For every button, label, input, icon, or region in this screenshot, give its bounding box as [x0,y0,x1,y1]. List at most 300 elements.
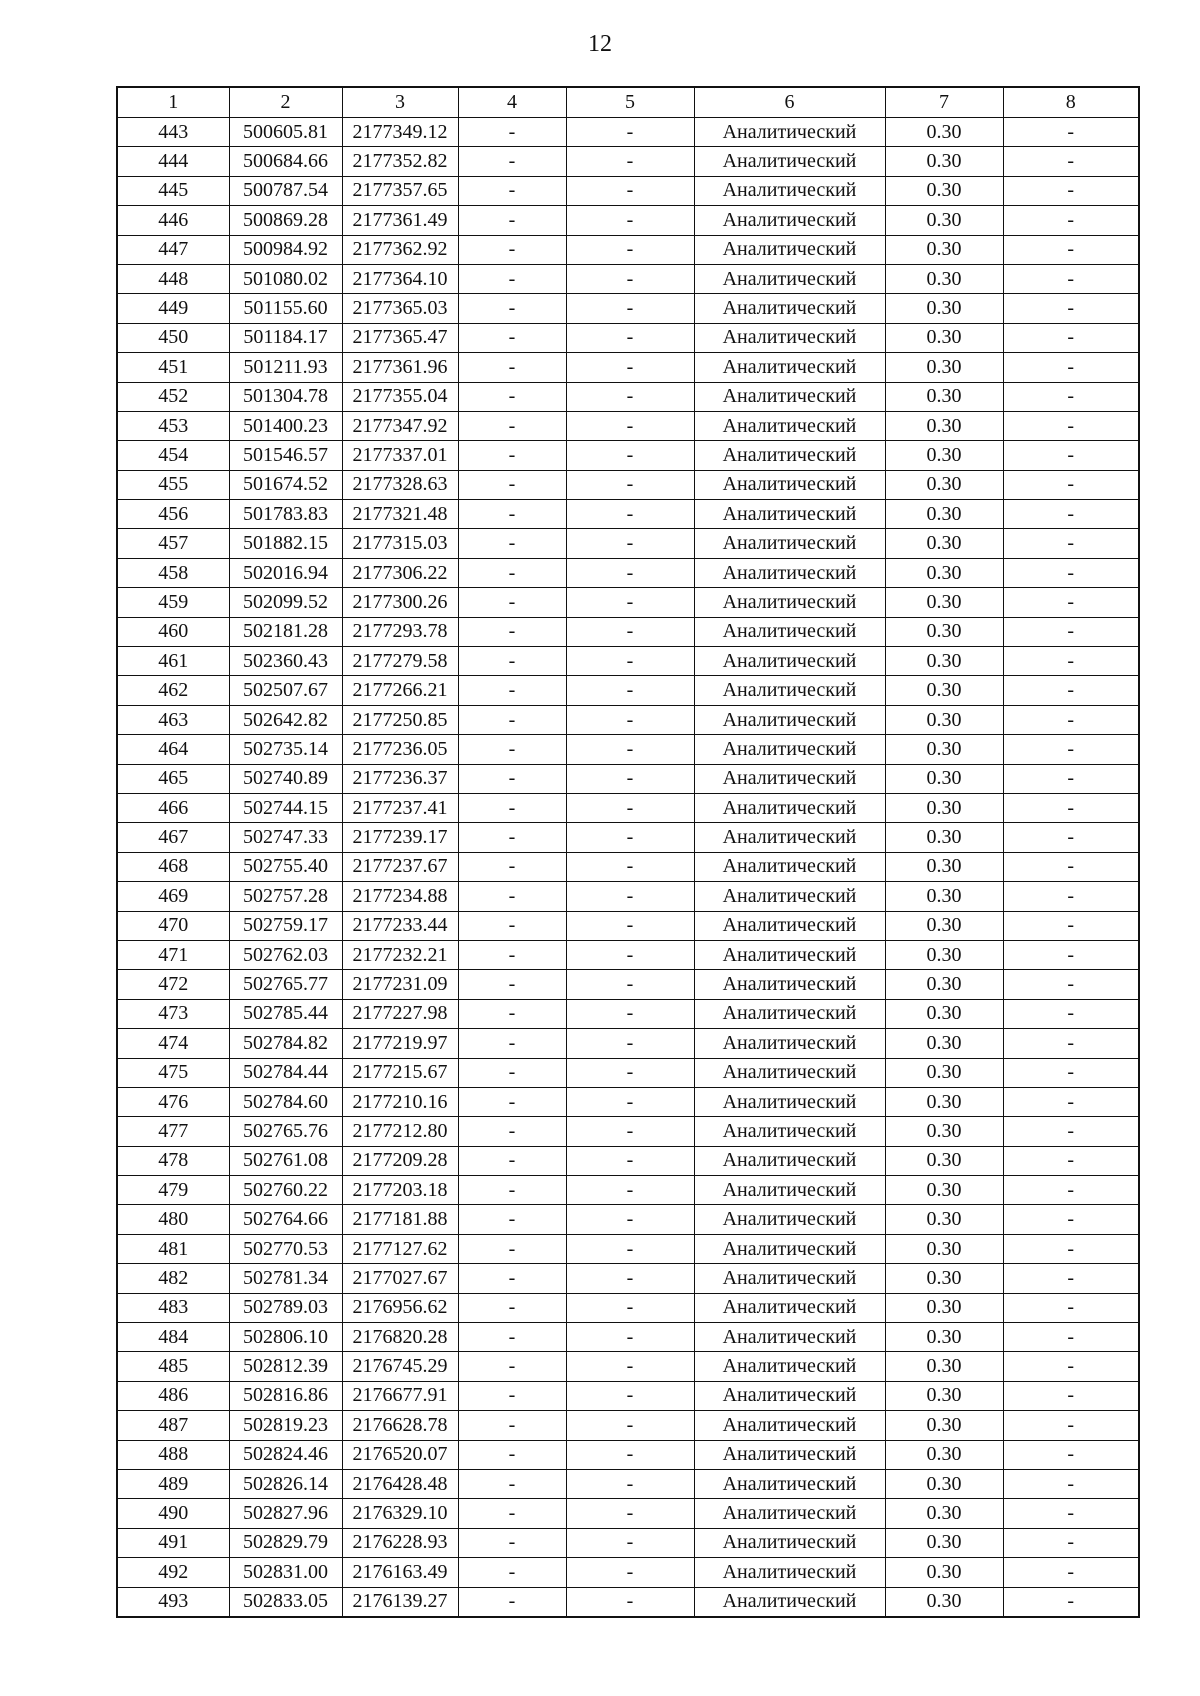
method-cell: Аналитический [694,1205,885,1234]
method-cell: Аналитический [694,1264,885,1293]
column-4-cell: - [458,1381,566,1410]
point-number-cell: 482 [117,1264,229,1293]
column-5-cell: - [566,500,694,529]
column-8-cell: - [1003,1029,1139,1058]
column-4-cell: - [458,1352,566,1381]
column-8-cell: - [1003,970,1139,999]
point-number-cell: 483 [117,1293,229,1322]
column-5-cell: - [566,1029,694,1058]
point-number-cell: 476 [117,1087,229,1116]
table-row [117,705,1139,734]
y-coordinate-cell: 2177306.22 [342,558,458,587]
column-5-cell: - [566,176,694,205]
point-number-cell: 447 [117,235,229,264]
x-coordinate-cell: 501184.17 [229,323,342,352]
column-5-cell: - [566,1087,694,1116]
column-header: 3 [342,87,458,118]
error-cell: 0.30 [885,1117,1003,1146]
table-row [117,764,1139,793]
error-cell: 0.30 [885,1469,1003,1498]
table-row [117,1469,1139,1498]
method-cell: Аналитический [694,529,885,558]
point-number-cell: 451 [117,353,229,382]
error-cell: 0.30 [885,1440,1003,1469]
column-4-cell: - [458,1205,566,1234]
y-coordinate-cell: 2177212.80 [342,1117,458,1146]
method-cell: Аналитический [694,264,885,293]
y-coordinate-cell: 2177347.92 [342,411,458,440]
column-5-cell: - [566,617,694,646]
point-number-cell: 492 [117,1558,229,1587]
table-row [117,1440,1139,1469]
error-cell: 0.30 [885,1587,1003,1617]
x-coordinate-cell: 502829.79 [229,1528,342,1557]
table-row [117,1205,1139,1234]
column-4-cell: - [458,1176,566,1205]
column-5-cell: - [566,1381,694,1410]
method-cell: Аналитический [694,1411,885,1440]
column-8-cell: - [1003,235,1139,264]
table-row [117,882,1139,911]
y-coordinate-cell: 2177315.03 [342,529,458,558]
column-4-cell: - [458,1058,566,1087]
error-cell: 0.30 [885,235,1003,264]
y-coordinate-cell: 2177300.26 [342,588,458,617]
x-coordinate-cell: 502507.67 [229,676,342,705]
point-number-cell: 443 [117,118,229,147]
x-coordinate-cell: 501211.93 [229,353,342,382]
column-5-cell: - [566,1440,694,1469]
column-8-cell: - [1003,353,1139,382]
point-number-cell: 469 [117,882,229,911]
y-coordinate-cell: 2176139.27 [342,1587,458,1617]
column-8-cell: - [1003,1323,1139,1352]
table-row [117,500,1139,529]
column-5-cell: - [566,323,694,352]
method-cell: Аналитический [694,1528,885,1557]
method-cell: Аналитический [694,1558,885,1587]
table-row [117,823,1139,852]
column-4-cell: - [458,1440,566,1469]
column-8-cell: - [1003,1058,1139,1087]
column-5-cell: - [566,235,694,264]
point-number-cell: 481 [117,1234,229,1263]
column-5-cell: - [566,470,694,499]
point-number-cell: 487 [117,1411,229,1440]
table-row [117,970,1139,999]
column-5-cell: - [566,1264,694,1293]
column-5-cell: - [566,411,694,440]
error-cell: 0.30 [885,147,1003,176]
error-cell: 0.30 [885,294,1003,323]
column-5-cell: - [566,294,694,323]
column-4-cell: - [458,500,566,529]
column-8-cell: - [1003,147,1139,176]
column-5-cell: - [566,1469,694,1498]
method-cell: Аналитический [694,1146,885,1175]
y-coordinate-cell: 2177232.21 [342,940,458,969]
column-4-cell: - [458,1528,566,1557]
table-row [117,1176,1139,1205]
column-4-cell: - [458,999,566,1028]
method-cell: Аналитический [694,206,885,235]
x-coordinate-cell: 502827.96 [229,1499,342,1528]
method-cell: Аналитический [694,676,885,705]
method-cell: Аналитический [694,1381,885,1410]
column-4-cell: - [458,470,566,499]
error-cell: 0.30 [885,735,1003,764]
point-number-cell: 459 [117,588,229,617]
column-8-cell: - [1003,705,1139,734]
x-coordinate-cell: 502755.40 [229,852,342,881]
x-coordinate-cell: 500984.92 [229,235,342,264]
error-cell: 0.30 [885,1205,1003,1234]
column-4-cell: - [458,705,566,734]
column-8-cell: - [1003,323,1139,352]
error-cell: 0.30 [885,176,1003,205]
table-row [117,147,1139,176]
column-header: 8 [1003,87,1139,118]
x-coordinate-cell: 502759.17 [229,911,342,940]
column-4-cell: - [458,235,566,264]
x-coordinate-cell: 502099.52 [229,588,342,617]
method-cell: Аналитический [694,735,885,764]
x-coordinate-cell: 502824.46 [229,1440,342,1469]
column-4-cell: - [458,823,566,852]
method-cell: Аналитический [694,1499,885,1528]
y-coordinate-cell: 2176520.07 [342,1440,458,1469]
column-5-cell: - [566,529,694,558]
column-8-cell: - [1003,206,1139,235]
column-4-cell: - [458,1587,566,1617]
table-row [117,235,1139,264]
column-4-cell: - [458,1234,566,1263]
column-4-cell: - [458,676,566,705]
point-number-cell: 473 [117,999,229,1028]
column-5-cell: - [566,940,694,969]
column-5-cell: - [566,1323,694,1352]
y-coordinate-cell: 2176163.49 [342,1558,458,1587]
point-number-cell: 465 [117,764,229,793]
point-number-cell: 470 [117,911,229,940]
column-8-cell: - [1003,294,1139,323]
table-row [117,1058,1139,1087]
y-coordinate-cell: 2177219.97 [342,1029,458,1058]
error-cell: 0.30 [885,1352,1003,1381]
column-4-cell: - [458,764,566,793]
point-number-cell: 454 [117,441,229,470]
point-number-cell: 464 [117,735,229,764]
column-5-cell: - [566,1587,694,1617]
column-4-cell: - [458,1029,566,1058]
point-number-cell: 455 [117,470,229,499]
error-cell: 0.30 [885,823,1003,852]
error-cell: 0.30 [885,500,1003,529]
column-4-cell: - [458,176,566,205]
column-8-cell: - [1003,1381,1139,1410]
x-coordinate-cell: 500684.66 [229,147,342,176]
table-row [117,558,1139,587]
point-number-cell: 489 [117,1469,229,1498]
error-cell: 0.30 [885,411,1003,440]
table-row [117,118,1139,147]
table-row [117,852,1139,881]
error-cell: 0.30 [885,647,1003,676]
point-number-cell: 462 [117,676,229,705]
error-cell: 0.30 [885,617,1003,646]
error-cell: 0.30 [885,206,1003,235]
column-5-cell: - [566,1058,694,1087]
x-coordinate-cell: 501400.23 [229,411,342,440]
column-5-cell: - [566,852,694,881]
x-coordinate-cell: 502735.14 [229,735,342,764]
method-cell: Аналитический [694,1323,885,1352]
y-coordinate-cell: 2177237.41 [342,793,458,822]
table-row [117,793,1139,822]
y-coordinate-cell: 2177364.10 [342,264,458,293]
method-cell: Аналитический [694,1293,885,1322]
x-coordinate-cell: 501546.57 [229,441,342,470]
error-cell: 0.30 [885,1087,1003,1116]
point-number-cell: 471 [117,940,229,969]
column-4-cell: - [458,882,566,911]
column-4-cell: - [458,1558,566,1587]
point-number-cell: 453 [117,411,229,440]
column-8-cell: - [1003,500,1139,529]
error-cell: 0.30 [885,558,1003,587]
error-cell: 0.30 [885,588,1003,617]
x-coordinate-cell: 502016.94 [229,558,342,587]
column-4-cell: - [458,1411,566,1440]
y-coordinate-cell: 2177231.09 [342,970,458,999]
x-coordinate-cell: 500787.54 [229,176,342,205]
y-coordinate-cell: 2177337.01 [342,441,458,470]
method-cell: Аналитический [694,970,885,999]
point-number-cell: 458 [117,558,229,587]
column-4-cell: - [458,1469,566,1498]
table-row [117,617,1139,646]
error-cell: 0.30 [885,441,1003,470]
table-row [117,735,1139,764]
column-4-cell: - [458,264,566,293]
y-coordinate-cell: 2177361.49 [342,206,458,235]
y-coordinate-cell: 2176428.48 [342,1469,458,1498]
column-4-cell: - [458,411,566,440]
error-cell: 0.30 [885,529,1003,558]
point-number-cell: 463 [117,705,229,734]
column-5-cell: - [566,1146,694,1175]
table-row [117,1499,1139,1528]
column-8-cell: - [1003,852,1139,881]
column-4-cell: - [458,147,566,176]
column-4-cell: - [458,294,566,323]
point-number-cell: 444 [117,147,229,176]
y-coordinate-cell: 2176329.10 [342,1499,458,1528]
column-header: 4 [458,87,566,118]
point-number-cell: 478 [117,1146,229,1175]
x-coordinate-cell: 502784.44 [229,1058,342,1087]
column-8-cell: - [1003,911,1139,940]
column-8-cell: - [1003,676,1139,705]
column-8-cell: - [1003,1587,1139,1617]
column-8-cell: - [1003,617,1139,646]
table-row [117,382,1139,411]
table-row [117,1352,1139,1381]
point-number-cell: 480 [117,1205,229,1234]
x-coordinate-cell: 501882.15 [229,529,342,558]
column-8-cell: - [1003,1087,1139,1116]
x-coordinate-cell: 502765.77 [229,970,342,999]
column-8-cell: - [1003,470,1139,499]
column-5-cell: - [566,823,694,852]
point-number-cell: 467 [117,823,229,852]
error-cell: 0.30 [885,911,1003,940]
y-coordinate-cell: 2177321.48 [342,500,458,529]
method-cell: Аналитический [694,500,885,529]
method-cell: Аналитический [694,823,885,852]
error-cell: 0.30 [885,1234,1003,1263]
column-4-cell: - [458,647,566,676]
method-cell: Аналитический [694,353,885,382]
x-coordinate-cell: 501783.83 [229,500,342,529]
column-5-cell: - [566,676,694,705]
column-8-cell: - [1003,1440,1139,1469]
error-cell: 0.30 [885,793,1003,822]
column-5-cell: - [566,558,694,587]
column-8-cell: - [1003,1264,1139,1293]
column-8-cell: - [1003,176,1139,205]
table-row [117,441,1139,470]
error-cell: 0.30 [885,353,1003,382]
column-8-cell: - [1003,1352,1139,1381]
method-cell: Аналитический [694,852,885,881]
y-coordinate-cell: 2177328.63 [342,470,458,499]
y-coordinate-cell: 2177237.67 [342,852,458,881]
method-cell: Аналитический [694,118,885,147]
error-cell: 0.30 [885,1176,1003,1205]
x-coordinate-cell: 502770.53 [229,1234,342,1263]
error-cell: 0.30 [885,382,1003,411]
column-4-cell: - [458,617,566,646]
y-coordinate-cell: 2177127.62 [342,1234,458,1263]
x-coordinate-cell: 502816.86 [229,1381,342,1410]
method-cell: Аналитический [694,1352,885,1381]
point-number-cell: 466 [117,793,229,822]
x-coordinate-cell: 502740.89 [229,764,342,793]
table-body [117,118,1139,1617]
error-cell: 0.30 [885,1264,1003,1293]
x-coordinate-cell: 502784.82 [229,1029,342,1058]
column-5-cell: - [566,1176,694,1205]
column-8-cell: - [1003,1293,1139,1322]
y-coordinate-cell: 2177233.44 [342,911,458,940]
point-number-cell: 488 [117,1440,229,1469]
column-8-cell: - [1003,529,1139,558]
column-5-cell: - [566,1293,694,1322]
y-coordinate-cell: 2177349.12 [342,118,458,147]
error-cell: 0.30 [885,999,1003,1028]
table-row [117,1087,1139,1116]
point-number-cell: 484 [117,1323,229,1352]
error-cell: 0.30 [885,264,1003,293]
column-5-cell: - [566,382,694,411]
error-cell: 0.30 [885,1323,1003,1352]
x-coordinate-cell: 502757.28 [229,882,342,911]
point-number-cell: 468 [117,852,229,881]
table-row [117,1264,1139,1293]
column-5-cell: - [566,1352,694,1381]
column-8-cell: - [1003,441,1139,470]
method-cell: Аналитический [694,764,885,793]
point-number-cell: 485 [117,1352,229,1381]
method-cell: Аналитический [694,294,885,323]
x-coordinate-cell: 502826.14 [229,1469,342,1498]
point-number-cell: 456 [117,500,229,529]
method-cell: Аналитический [694,1440,885,1469]
column-5-cell: - [566,147,694,176]
x-coordinate-cell: 501155.60 [229,294,342,323]
point-number-cell: 490 [117,1499,229,1528]
error-cell: 0.30 [885,882,1003,911]
table-row [117,411,1139,440]
x-coordinate-cell: 502744.15 [229,793,342,822]
table-row [117,911,1139,940]
x-coordinate-cell: 502831.00 [229,1558,342,1587]
point-number-cell: 445 [117,176,229,205]
table-row [117,1587,1139,1617]
column-5-cell: - [566,1499,694,1528]
y-coordinate-cell: 2177227.98 [342,999,458,1028]
error-cell: 0.30 [885,676,1003,705]
column-4-cell: - [458,735,566,764]
table-row [117,676,1139,705]
error-cell: 0.30 [885,1528,1003,1557]
table-row [117,1528,1139,1557]
point-number-cell: 450 [117,323,229,352]
y-coordinate-cell: 2177250.85 [342,705,458,734]
table-row [117,1234,1139,1263]
method-cell: Аналитический [694,1587,885,1617]
column-4-cell: - [458,970,566,999]
column-5-cell: - [566,911,694,940]
column-8-cell: - [1003,647,1139,676]
column-8-cell: - [1003,1205,1139,1234]
method-cell: Аналитический [694,617,885,646]
column-5-cell: - [566,1117,694,1146]
page-number: 12 [588,31,612,57]
table-row [117,1029,1139,1058]
y-coordinate-cell: 2177210.16 [342,1087,458,1116]
point-number-cell: 474 [117,1029,229,1058]
table-row [117,999,1139,1028]
table-row [117,206,1139,235]
column-5-cell: - [566,588,694,617]
method-cell: Аналитический [694,882,885,911]
column-4-cell: - [458,911,566,940]
column-4-cell: - [458,529,566,558]
column-5-cell: - [566,705,694,734]
column-8-cell: - [1003,823,1139,852]
column-5-cell: - [566,764,694,793]
x-coordinate-cell: 502833.05 [229,1587,342,1617]
column-5-cell: - [566,441,694,470]
y-coordinate-cell: 2176745.29 [342,1352,458,1381]
point-number-cell: 446 [117,206,229,235]
column-4-cell: - [458,940,566,969]
x-coordinate-cell: 502806.10 [229,1323,342,1352]
y-coordinate-cell: 2177239.17 [342,823,458,852]
column-8-cell: - [1003,1469,1139,1498]
